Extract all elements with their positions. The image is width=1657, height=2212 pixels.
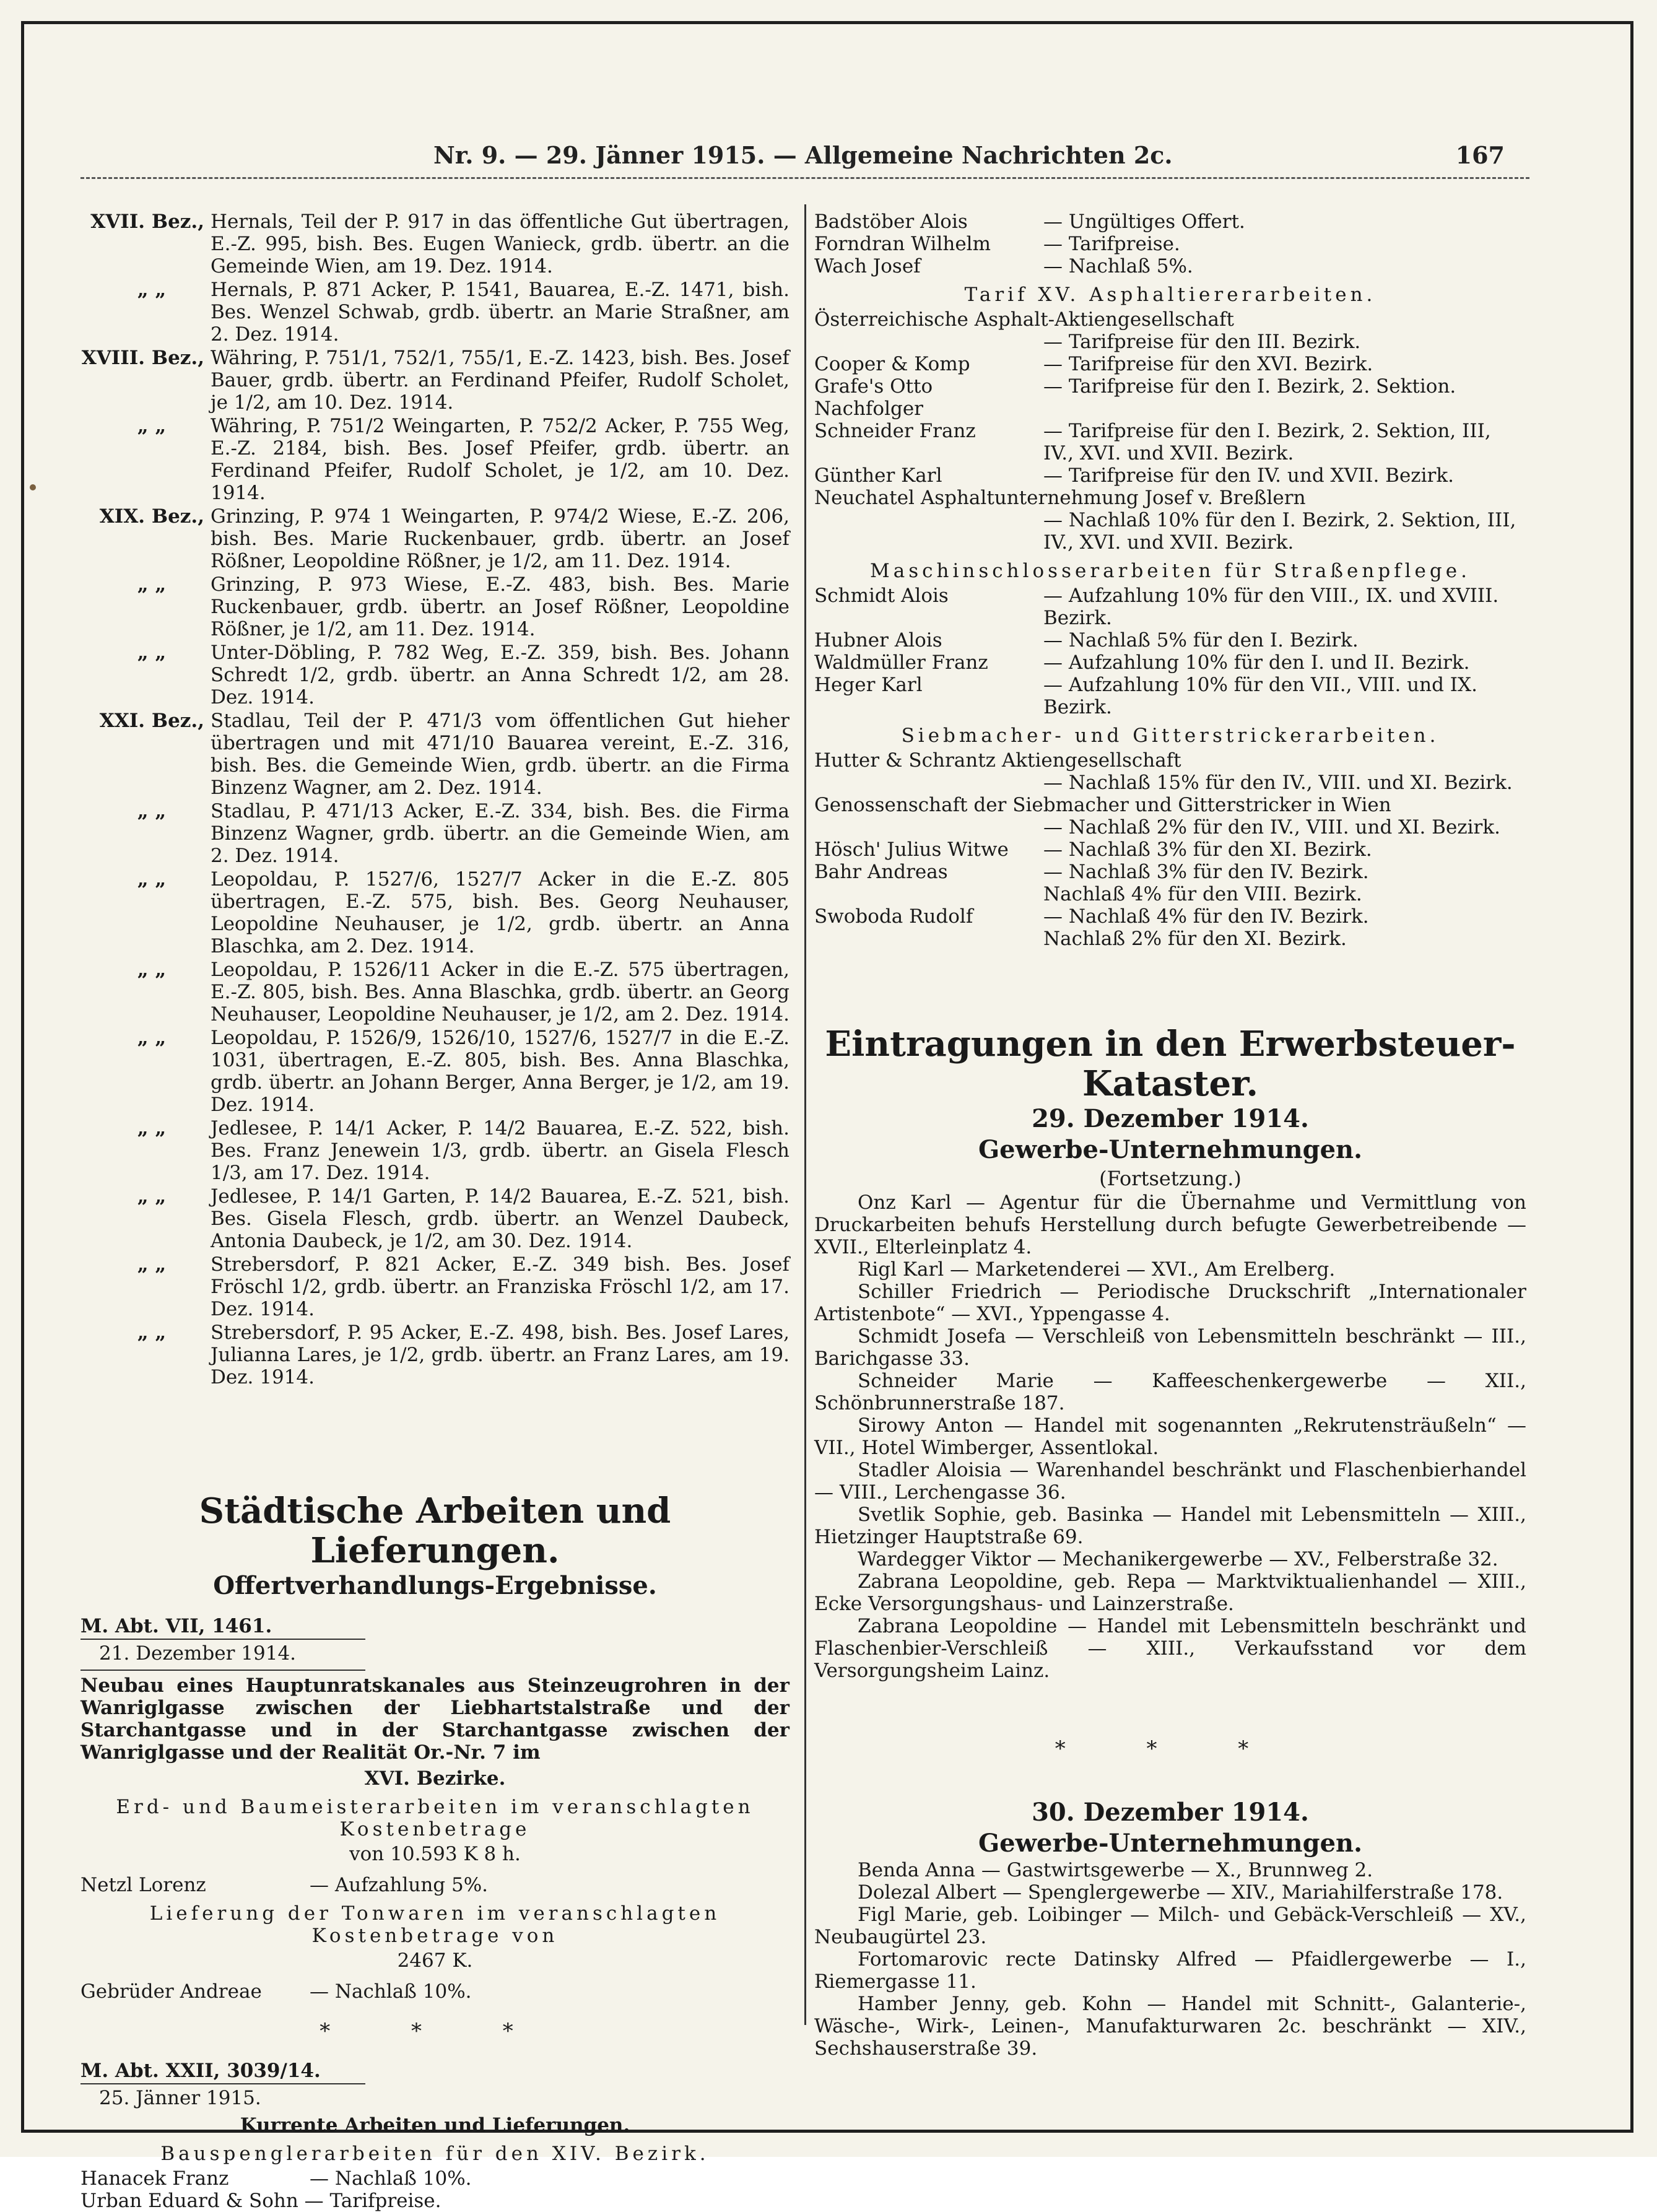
result-text: — Tarifpreise für den I. Bezirk, 2. Sektion, III, IV., XVI. und XVII. Bezirk.	[1043, 420, 1491, 464]
result-text: — Tarifpreise für den XVI. Bezirk.	[1043, 353, 1373, 375]
land-entry	[80, 1253, 789, 1320]
reference-rule	[80, 1670, 365, 1671]
land-entry	[80, 1117, 789, 1184]
work-category: Bauspenglerarbeiten für den XIV. Bezirk.	[160, 2143, 710, 2165]
result-text: — Aufzahlung 10% für den VII., VIII. und IX. Bezirk.	[1043, 674, 1477, 718]
result-row	[814, 353, 1526, 375]
result-text: — Tarifpreise.	[1043, 233, 1180, 255]
section-date: 30. Dezember 1914.	[1032, 1798, 1309, 1827]
spacer	[80, 1390, 789, 1483]
page-number: 167	[1455, 141, 1505, 169]
ditto-mark: „ „	[137, 1253, 167, 1276]
continuation-note: (Fortsetzung.)	[1099, 1167, 1242, 1190]
registry-entry: Dolezal Albert — Spenglergewerbe — XIV., Mariahilferstraße 178.	[858, 1881, 1503, 1904]
registry-entry: Sirowy Anton — Handel mit sogenannten „Rekrutensträußeln“ — VII., Hotel Wimberger, Assentlokal.	[814, 1414, 1526, 1459]
result-text: — Nachlaß 3% für den IV. Bezirk.	[1043, 861, 1369, 883]
firm-name: Hösch' Julius Witwe	[814, 838, 1009, 861]
result-row	[814, 905, 1526, 928]
result-row	[814, 211, 1526, 233]
ditto-mark: „ „	[137, 1027, 167, 1049]
registry-entry: Onz Karl — Agentur für die Übernahme und Vermittlung von Druckarbeiten behufs Herstellung durch befugte Gewerbetreibende — XVII., Elterleinplatz 4.	[814, 1191, 1526, 1258]
reference-date: 21. Dezember 1914.	[99, 1642, 297, 1665]
land-entry	[80, 347, 789, 414]
ditto-mark: „ „	[137, 1185, 167, 1208]
work-category: Siebmacher- und Gitterstrickerarbeiten.	[901, 725, 1440, 747]
firm-name: Österreichische Asphalt-Aktiengesellschaft	[814, 308, 1234, 331]
entry-text: Hernals, P. 871 Acker, P. 1541, Bauarea, E.-Z. 1471, bish. Bes. Wenzel Schwab, grdb. übertr. an Marie Straßner, am 2. Dez. 1914.	[211, 279, 789, 346]
firm-name: Waldmüller Franz	[814, 651, 988, 674]
result-text: Nachlaß 4% für den VIII. Bezirk.	[1043, 883, 1362, 905]
registry-entry: Zabrana Leopoldine — Handel mit Lebensmitteln beschränkt und Flaschenbier-Verschleiß — XIII., Verkaufsstand vor dem Versorgungsheim Lainz.	[814, 1615, 1526, 1682]
registry-entry: Schmidt Josefa — Verschleiß von Lebensmitteln beschränkt — III., Barichgasse 33.	[814, 1325, 1526, 1370]
firm-name: Hubner Alois	[814, 629, 942, 651]
result-row: Urban Eduard & Sohn — Tarifpreise.	[80, 2190, 441, 2212]
firm-name: Netzl Lorenz	[80, 1874, 206, 1896]
ditto-mark: „ „	[137, 959, 167, 981]
result-row	[814, 585, 1526, 629]
ditto-mark: „ „	[137, 642, 167, 664]
section-subtitle: Offertverhandlungs-Ergebnisse.	[213, 1571, 657, 1600]
section-subtitle: Gewerbe-Unternehmungen.	[978, 1135, 1363, 1164]
result-row	[80, 1874, 789, 1896]
entry-text: Strebersdorf, P. 95 Acker, E.-Z. 498, bish. Bes. Josef Lares, Julianna Lares, je 1/2, grdb. übertr. an Franz Lares, am 19. Dez. 1914.	[211, 1322, 789, 1388]
entry-text: Jedlesee, P. 14/1 Acker, P. 14/2 Bauarea, E.-Z. 522, bish. Bes. Franz Jenewein 1/3, grdb. übertr. an Gisela Flesch 1/3, am 17. Dez. 1914.	[211, 1117, 789, 1184]
registry-entry: Schneider Marie — Kaffeeschenkergewerbe — XII., Schönbrunnerstraße 187.	[814, 1370, 1526, 1414]
section-title: Städtische Arbeiten und Lieferungen.	[199, 1491, 671, 1571]
result-row	[814, 464, 1526, 487]
registry-entry: Figl Marie, geb. Loibinger — Milch- und Gebäck-Verschleiß — XV., Neubaugürtel 23.	[814, 1904, 1526, 1948]
page-header	[161, 141, 1523, 173]
result-row	[814, 420, 1526, 464]
ditto-mark: „ „	[137, 279, 167, 301]
firm-name: Hutter & Schrantz Aktiengesellschaft	[814, 749, 1181, 772]
result-text: Nachlaß 2% für den XI. Bezirk.	[1043, 928, 1347, 950]
land-entry	[80, 1322, 789, 1388]
category-amount: 2467 K.	[397, 1949, 473, 1972]
result-row	[814, 838, 1526, 861]
work-category: Lieferung der Tonwaren im veranschlagten Kostenbetrage von	[149, 1902, 721, 1947]
ditto-mark: „ „	[137, 1117, 167, 1139]
result-text: — Tarifpreise für den III. Bezirk.	[1043, 331, 1361, 353]
registry-entry: Stadler Aloisia — Warenhandel beschränkt und Flaschenbierhandel — VIII., Lerchengasse 36.	[814, 1459, 1526, 1504]
land-entry	[80, 1185, 789, 1252]
entry-text: Hernals, Teil der P. 917 in das öffentliche Gut übertragen, E.-Z. 995, bish. Bes. Eugen Wanieck, grdb. übertr. an die Gemeinde Wien, am 19. Dez. 1914.	[211, 211, 789, 277]
result-row	[814, 674, 1526, 718]
result-text: — Ungültiges Offert.	[1043, 211, 1245, 233]
reference-number: M. Abt. XXII, 3039/14.	[80, 2060, 321, 2082]
result-text: — Aufzahlung 10% für den I. und II. Bezirk.	[1043, 651, 1470, 674]
result-row	[814, 375, 1526, 420]
result-text: — Nachlaß 15% für den IV., VIII. und XI. Bezirk.	[1043, 772, 1513, 794]
margin-mark	[30, 484, 36, 490]
ditto-mark: „ „	[137, 573, 167, 596]
result-row	[814, 928, 1526, 950]
reference-date: 25. Jänner 1915.	[99, 2087, 261, 2109]
entry-text: Leopoldau, P. 1526/11 Acker in die E.-Z. 575 übertragen, E.-Z. 805, bish. Bes. Anna Blaschka, grdb. übertr. an Georg Neuhauser, Leopoldine Neuhauser, je 1/2, am 2. Dez. 1914.	[211, 959, 789, 1025]
entry-text: Währing, P. 751/2 Weingarten, P. 752/2 Acker, P. 755 Weg, E.-Z. 2184, bish. Bes. Josef Pfeifer, grdb. übertr. an Ferdinand Pfeifer, Rudolf Scholet, je 1/2, am 10. Dez. 1914.	[211, 415, 789, 504]
district-label: XVII. Bez.,	[90, 211, 204, 233]
registry-entry: Zabrana Leopoldine, geb. Repa — Marktviktualienhandel — XIII., Ecke Versorgungshaus- und Lainzerstraße.	[814, 1570, 1526, 1615]
result-row	[80, 1980, 789, 2003]
result-text: — Nachlaß 5%.	[1043, 255, 1193, 277]
ditto-mark: „ „	[137, 800, 167, 822]
header-rule	[80, 177, 1529, 179]
section-date: 29. Dezember 1914.	[1032, 1104, 1309, 1133]
work-category: Maschinschlosserarbeiten für Straßenpflege.	[870, 560, 1471, 582]
firm-name: Badstöber Alois	[814, 211, 968, 233]
result-row	[80, 2167, 789, 2190]
firm-name: Gebrüder Andreae	[80, 1980, 262, 2003]
work-category: Erd- und Baumeisterarbeiten im veranschlagten Kostenbetrage	[116, 1796, 754, 1840]
result-text: — Nachlaß 10%.	[310, 1980, 472, 2003]
firm-name: Forndran Wilhelm	[814, 233, 991, 255]
project-description: Neubau eines Hauptunratskanales aus Steinzeugrohren in der Wanriglgasse zwischen der Liebhartstalstraße und der Starchantgasse und in der Starchantgasse zwischen der Wanriglgasse und der Realität Or.-Nr. 7 im	[80, 1674, 789, 1764]
ditto-mark: „ „	[137, 415, 167, 437]
entry-text: Unter-Döbling, P. 782 Weg, E.-Z. 359, bish. Bes. Johann Schredt 1/2, grdb. übertr. an Anna Schredt 1/2, am 28. Dez. 1914.	[211, 642, 789, 708]
land-entry	[80, 505, 789, 572]
entry-text: Leopoldau, P. 1526/9, 1526/10, 1527/6, 1527/7 in die E.-Z. 1031, übertragen, E.-Z. 805, bish. Bes. Anna Blaschka, grdb. übertr. an Johann Berger, Anna Berger, je 1/2, am 19. Dez. 1914.	[211, 1027, 789, 1116]
result-row	[814, 883, 1526, 905]
result-row	[814, 629, 1526, 651]
section-subtitle: Gewerbe-Unternehmungen.	[978, 1829, 1363, 1858]
firm-name: Neuchatel Asphaltunternehmung Josef v. Breßlern	[814, 487, 1306, 509]
result-row	[814, 233, 1526, 255]
land-entry	[80, 279, 789, 346]
entry-text: Stadlau, P. 471/13 Acker, E.-Z. 334, bish. Bes. die Firma Binzenz Wagner, grdb. übertr. an die Gemeinde Wien, am 2. Dez. 1914.	[211, 800, 789, 867]
firm-name: Genossenschaft der Siebmacher und Gitterstricker in Wien	[814, 794, 1391, 816]
subsection-title: Kurrente Arbeiten und Lieferungen.	[240, 2114, 630, 2136]
result-text: — Tarifpreise für den I. Bezirk, 2. Sektion.	[1043, 375, 1456, 398]
firm-name: Günther Karl	[814, 464, 942, 487]
firm-name: Wach Josef	[814, 255, 921, 277]
land-entry	[80, 959, 789, 1025]
firm-name: Bahr Andreas	[814, 861, 948, 883]
registry-entry: Svetlik Sophie, geb. Basinka — Handel mit Lebensmitteln — XIII., Hietzinger Hauptstraße 69.	[814, 1504, 1526, 1548]
category-amount: von 10.593 K 8 h.	[349, 1843, 521, 1865]
result-text: — Nachlaß 2% für den IV., VIII. und XI. Bezirk.	[1043, 816, 1500, 838]
entry-text: Grinzing, P. 973 Wiese, E.-Z. 483, bish. Bes. Marie Ruckenbauer, grdb. übertr. an Josef Rößner, Leopoldine Rößner, je 1/2, am 11. Dez. 1914.	[211, 573, 789, 640]
left-column	[80, 211, 789, 2212]
result-text: — Nachlaß 3% für den XI. Bezirk.	[1043, 838, 1372, 861]
entry-text: Stadlau, Teil der P. 471/3 vom öffentlichen Gut hieher übertragen und mit 471/10 Bauarea vereint, E.-Z. 316, bish. Bes. die Gemeinde Wien, grdb. übertr. an die Firma Binzenz Wagner, am 2. Dez. 1914.	[211, 710, 789, 799]
registry-entry: Hamber Jenny, geb. Kohn — Handel mit Schnitt-, Galanterie-, Wäsche-, Wirk-, Leinen-, Manufakturwaren 2c. beschränkt — XIV., Sechshauserstraße 39.	[814, 1993, 1526, 2060]
reference-number: M. Abt. VII, 1461.	[80, 1615, 272, 1637]
district-label: XIX. Bez.,	[99, 505, 204, 528]
result-text: — Nachlaß 10%.	[310, 2167, 472, 2190]
header-title: Nr. 9. — 29. Jänner 1915. — Allgemeine Nachrichten 2c.	[433, 141, 1173, 169]
registry-entry: Fortomarovic recte Datinsky Alfred — Pfaidlergewerbe — I., Riemergasse 11.	[814, 1948, 1526, 1993]
asterisk-separator: * * *	[320, 2019, 550, 2044]
result-row	[814, 861, 1526, 883]
land-entry	[80, 211, 789, 277]
registry-entry: Wardegger Viktor — Mechanikergewerbe — XV., Felberstraße 32.	[858, 1548, 1498, 1570]
land-entry	[80, 415, 789, 504]
district-label: XVIII. Bez.,	[81, 347, 204, 369]
land-entry	[80, 710, 789, 799]
land-entry	[80, 573, 789, 640]
district-label: XXI. Bez.,	[99, 710, 204, 732]
registry-entry: Schiller Friedrich — Periodische Druckschrift „Internationaler Artistenbote“ — XVI., Yppengasse 4.	[814, 1281, 1526, 1325]
result-text: — Aufzahlung 10% für den VIII., IX. und XVIII. Bezirk.	[1043, 585, 1499, 629]
land-entry	[80, 1027, 789, 1116]
firm-name	[814, 883, 1043, 905]
firm-name	[814, 928, 1043, 950]
land-entry	[80, 642, 789, 708]
entry-text: Währing, P. 751/1, 752/1, 755/1, E.-Z. 1423, bish. Bes. Josef Bauer, grdb. übertr. an Ferdinand Pfeifer, Rudolf Scholet, je 1/2, am 10. Dez. 1914.	[211, 347, 789, 414]
firm-name: Heger Karl	[814, 674, 923, 696]
firm-name: Grafe's Otto Nachfolger	[814, 375, 933, 420]
result-row	[814, 255, 1526, 277]
asterisk-separator: * * *	[1055, 1736, 1286, 1761]
registry-entry: Rigl Karl — Marketenderei — XVI., Am Erelberg.	[858, 1258, 1336, 1281]
entry-text: Strebersdorf, P. 821 Acker, E.-Z. 349 bish. Bes. Josef Fröschl 1/2, grdb. übertr. an Franziska Fröschl 1/2, am 17. Dez. 1914.	[211, 1253, 789, 1320]
result-row	[814, 651, 1526, 674]
reference-rule	[80, 1639, 365, 1640]
result-text: — Nachlaß 10% für den I. Bezirk, 2. Sektion, III, IV., XVI. und XVII. Bezirk.	[1043, 509, 1516, 554]
entry-text: Jedlesee, P. 14/1 Garten, P. 14/2 Bauarea, E.-Z. 521, bish. Bes. Gisela Flesch, grdb. übertr. an Wenzel Daubeck, Antonia Daubeck, je 1/2, am 30. Dez. 1914.	[211, 1185, 789, 1252]
land-entry	[80, 800, 789, 867]
ditto-mark: „ „	[137, 1322, 167, 1344]
result-text: — Nachlaß 4% für den IV. Bezirk.	[1043, 905, 1369, 928]
registry-entry: Benda Anna — Gastwirtsgewerbe — X., Brunnweg 2.	[858, 1859, 1373, 1881]
firm-name: Swoboda Rudolf	[814, 905, 973, 928]
reference-rule	[80, 2083, 365, 2084]
work-category: Tarif XV. Asphaltiererarbeiten.	[964, 284, 1376, 306]
ditto-mark: „ „	[137, 868, 167, 890]
firm-name: Cooper & Komp	[814, 353, 970, 375]
firm-name: Schmidt Alois	[814, 585, 949, 607]
land-entry	[80, 868, 789, 957]
firm-name: Schneider Franz	[814, 420, 976, 442]
result-text: — Aufzahlung 5%.	[310, 1874, 489, 1896]
project-district: XVI. Bezirke.	[364, 1767, 506, 1790]
result-text: — Nachlaß 5% für den I. Bezirk.	[1043, 629, 1359, 651]
result-text: — Tarifpreise für den IV. und XVII. Bezirk.	[1043, 464, 1455, 487]
column-divider	[804, 204, 806, 2025]
section-title: Eintragungen in den Erwerbsteuer-Kataster.	[825, 1024, 1516, 1104]
entry-text: Leopoldau, P. 1527/6, 1527/7 Acker in die E.-Z. 805 übertragen, E.-Z. 575, bish. Bes. Georg Neuhauser, Leopoldine Neuhauser, je 1/2, grdb. übertr. an Anna Blaschka, am 2. Dez. 1914.	[211, 868, 789, 957]
right-column	[814, 211, 1526, 2060]
entry-text: Grinzing, P. 974 1 Weingarten, P. 974/2 Wiese, E.-Z. 206, bish. Bes. Marie Ruckenbauer, grdb. übertr. an Josef Rößner, Leopoldine Rößner, je 1/2, am 11. Dez. 1914.	[211, 505, 789, 572]
firm-name: Hanacek Franz	[80, 2167, 229, 2190]
